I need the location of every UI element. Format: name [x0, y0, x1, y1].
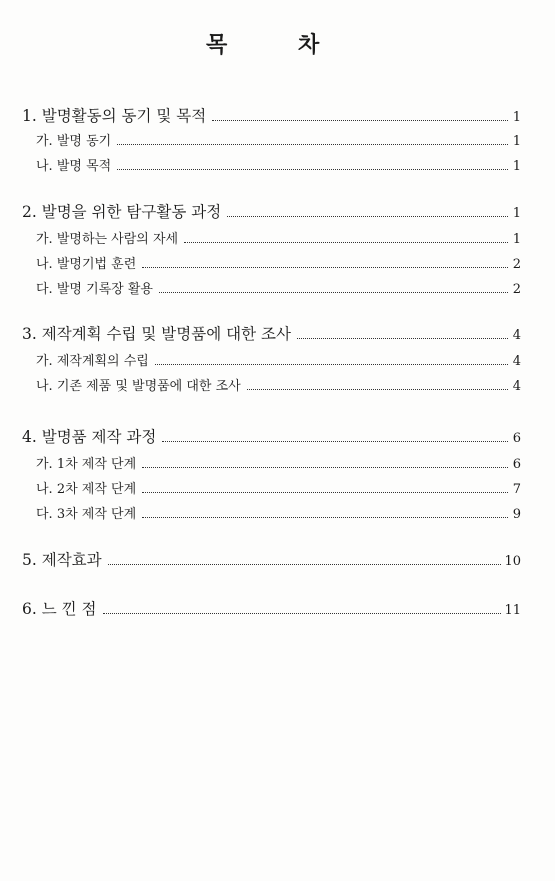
toc-label: 가. 1차 제작 단계 [36, 457, 137, 472]
toc-section [22, 597, 521, 619]
toc-label: 3. 제작계획 수립 및 발명품에 대한 조사 [22, 325, 291, 343]
leader-dots [212, 120, 508, 121]
toc-page-number: 6 [512, 457, 521, 472]
toc-page-number: 4 [512, 379, 521, 394]
toc-label: 6. 느 낀 점 [22, 600, 97, 618]
toc-subsection [36, 155, 521, 174]
toc-subsection [36, 350, 521, 369]
toc-page-number: 1 [512, 206, 521, 221]
page-title-part1: 목 [206, 32, 228, 58]
leader-dots [184, 242, 508, 243]
toc-page-number: 2 [512, 282, 521, 297]
toc-section [22, 200, 521, 222]
toc-label: 1. 발명활동의 동기 및 목적 [22, 107, 207, 125]
toc-subsection [36, 253, 521, 272]
toc-page-number: 6 [512, 431, 521, 446]
leader-dots [247, 389, 508, 390]
leader-dots [142, 267, 508, 268]
toc-label: 가. 발명하는 사람의 자세 [36, 232, 179, 247]
toc-page-number: 1 [512, 232, 521, 247]
toc-section [22, 104, 521, 126]
toc-subsection [36, 375, 521, 394]
toc-page-number: 9 [512, 507, 521, 522]
toc-subsection [36, 278, 521, 297]
page-title-part2: 차 [298, 32, 320, 58]
toc-label: 나. 2차 제작 단계 [36, 482, 137, 497]
toc-subsection [36, 478, 521, 497]
toc-subsection [36, 503, 521, 522]
leader-dots [159, 292, 508, 293]
toc-label: 나. 발명기법 훈련 [36, 257, 137, 272]
toc-label: 2. 발명을 위한 탐구활동 과정 [22, 203, 222, 221]
toc-label: 다. 발명 기록장 활용 [36, 282, 153, 297]
leader-dots [227, 216, 508, 217]
toc-label: 나. 발명 목적 [36, 159, 112, 174]
toc-page-number: 7 [512, 482, 521, 497]
toc-section [22, 548, 521, 570]
toc-subsection [36, 228, 521, 247]
leader-dots [142, 517, 508, 518]
leader-dots [142, 492, 508, 493]
leader-dots [117, 144, 508, 145]
toc-page-number: 10 [504, 554, 521, 569]
leader-dots [117, 169, 508, 170]
leader-dots [155, 364, 508, 365]
toc-section [22, 425, 521, 447]
toc-label: 4. 발명품 제작 과정 [22, 428, 157, 446]
toc-page-number: 11 [504, 603, 521, 618]
toc-page-number: 4 [512, 354, 521, 369]
leader-dots [103, 613, 502, 614]
toc-page-number: 1 [512, 134, 521, 149]
toc-page-number: 1 [512, 110, 521, 125]
toc-label: 가. 발명 동기 [36, 134, 112, 149]
toc-label: 다. 3차 제작 단계 [36, 507, 137, 522]
leader-dots [108, 564, 502, 565]
toc-label: 5. 제작효과 [22, 551, 102, 569]
leader-dots [142, 467, 508, 468]
leader-dots [297, 338, 508, 339]
toc-section [22, 322, 521, 344]
toc-subsection [36, 130, 521, 149]
toc-label: 가. 제작계획의 수립 [36, 354, 149, 369]
toc-page-number: 2 [512, 257, 521, 272]
toc-page-number: 1 [512, 159, 521, 174]
toc-page-number: 4 [512, 328, 521, 343]
toc-label: 나. 기존 제품 및 발명품에 대한 조사 [36, 379, 241, 394]
leader-dots [162, 441, 508, 442]
toc-subsection [36, 453, 521, 472]
